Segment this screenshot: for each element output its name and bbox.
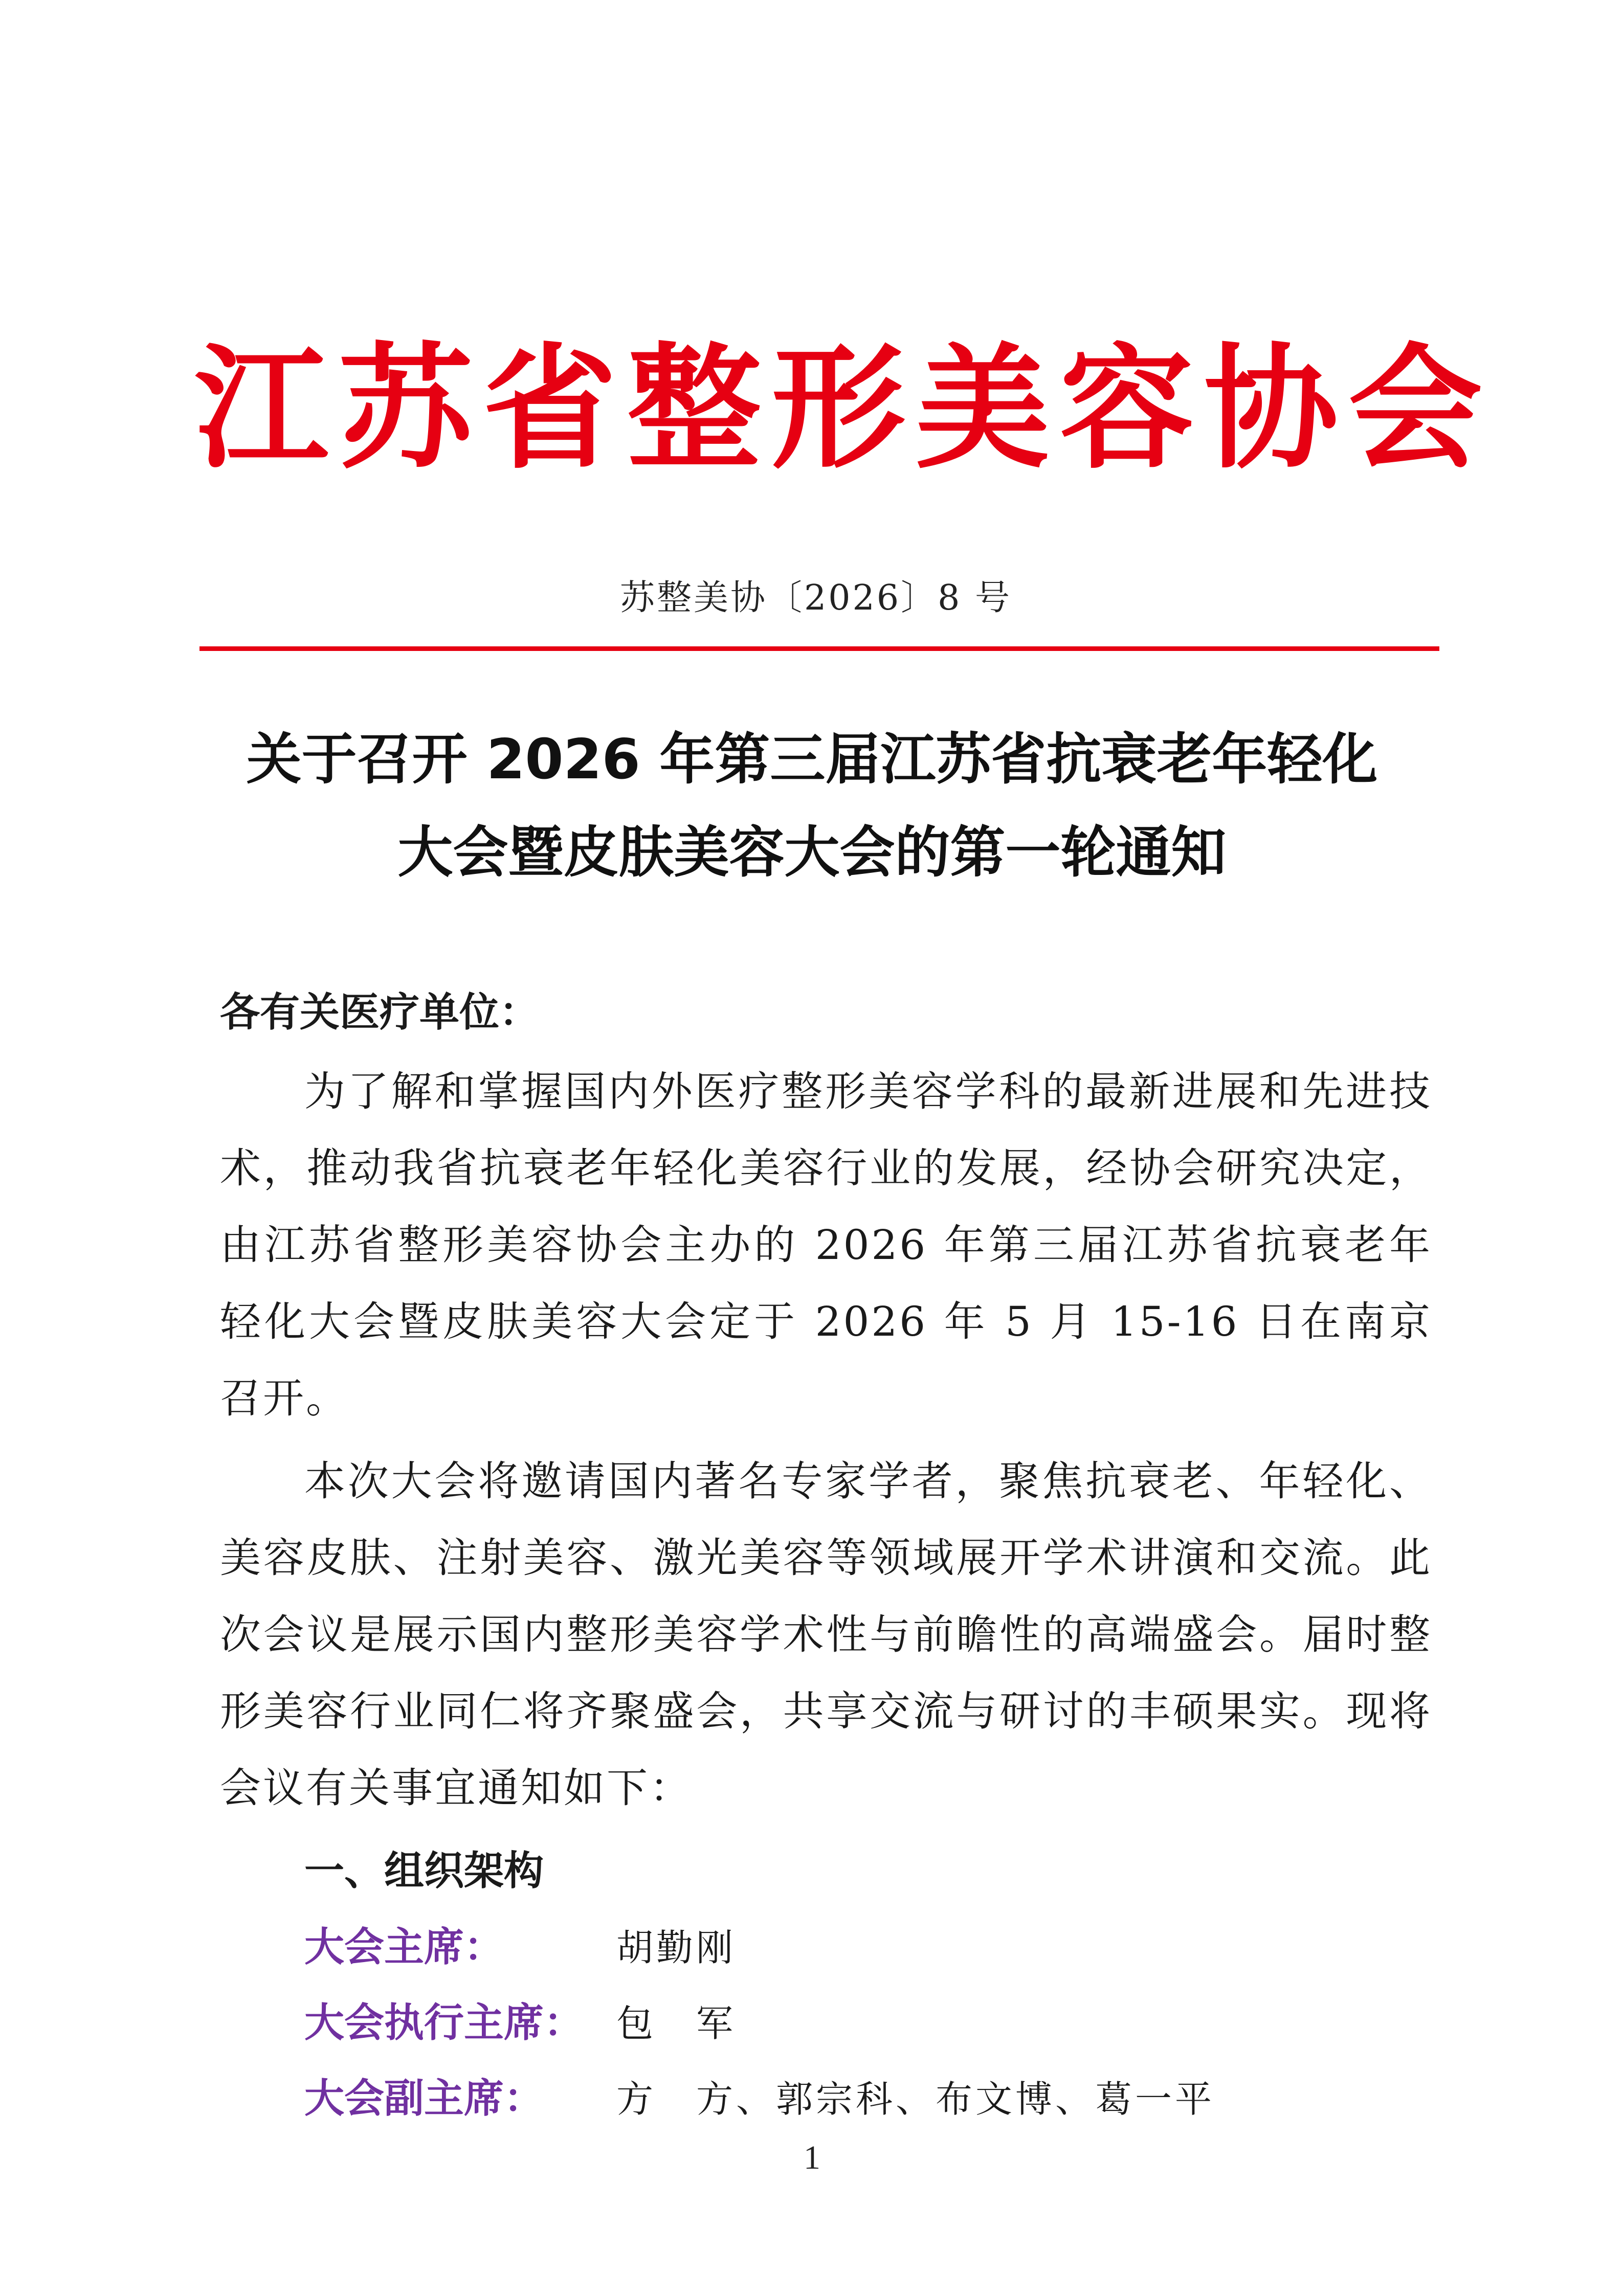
org-role-names: 包 军 (616, 2002, 737, 2045)
red-divider-line (199, 646, 1439, 651)
notice-title-line-2: 大会暨皮肤美容大会的第一轮通知 (397, 821, 1227, 885)
org-role-names: 胡勤刚 (616, 1926, 737, 1969)
org-role-label: 大会主席： (304, 1924, 504, 1970)
org-role-label: 大会执行主席： (304, 2000, 584, 2046)
section-heading-organization: 一、组织架构 (304, 1848, 544, 1894)
page-number: 1 (804, 2139, 820, 2176)
notice-title (153, 713, 1471, 899)
body-paragraph-1: 为了解和掌握国内外医疗整形美容学科的最新进展和先进技术，推动我省抗衰老年轻化美容行业的发展，经协会研究决定，由江苏省整形美容协会主办的 2026 年第三届江苏省抗衰老年轻化大会暨皮肤美容大会定于 2026 年 5 月 15-16 日在南京召开。 (220, 1068, 1432, 1422)
org-row-chair (220, 1909, 1432, 1985)
notice-body (220, 977, 1432, 2136)
org-role-names: 方 方、郭宗科、布文博、葛一平 (616, 2078, 1215, 2121)
org-role-label: 大会副主席： (304, 2076, 544, 2122)
org-row-executive-chair (220, 1985, 1432, 2061)
masthead-org-name: 江苏省整形美容协会 (194, 331, 1493, 487)
body-paragraph-2: 本次大会将邀请国内著名专家学者，聚焦抗衰老、年轻化、美容皮肤、注射美容、激光美容等领域展开学术讲演和交流。此次会议是展示国内整形美容学术性与前瞻性的高端盛会。届时整形美容行业同仁将齐聚盛会，共享交流与研讨的丰硕果实。现将会议有关事宜通知如下： (220, 1457, 1432, 1812)
document-number: 苏整美协〔2026〕8 号 (620, 578, 1012, 618)
notice-title-line-1: 关于召开 2026 年第三届江苏省抗衰老年轻化 (246, 728, 1378, 792)
salutation: 各有关医疗单位： (220, 989, 540, 1036)
org-row-vice-chairs (220, 2061, 1432, 2136)
